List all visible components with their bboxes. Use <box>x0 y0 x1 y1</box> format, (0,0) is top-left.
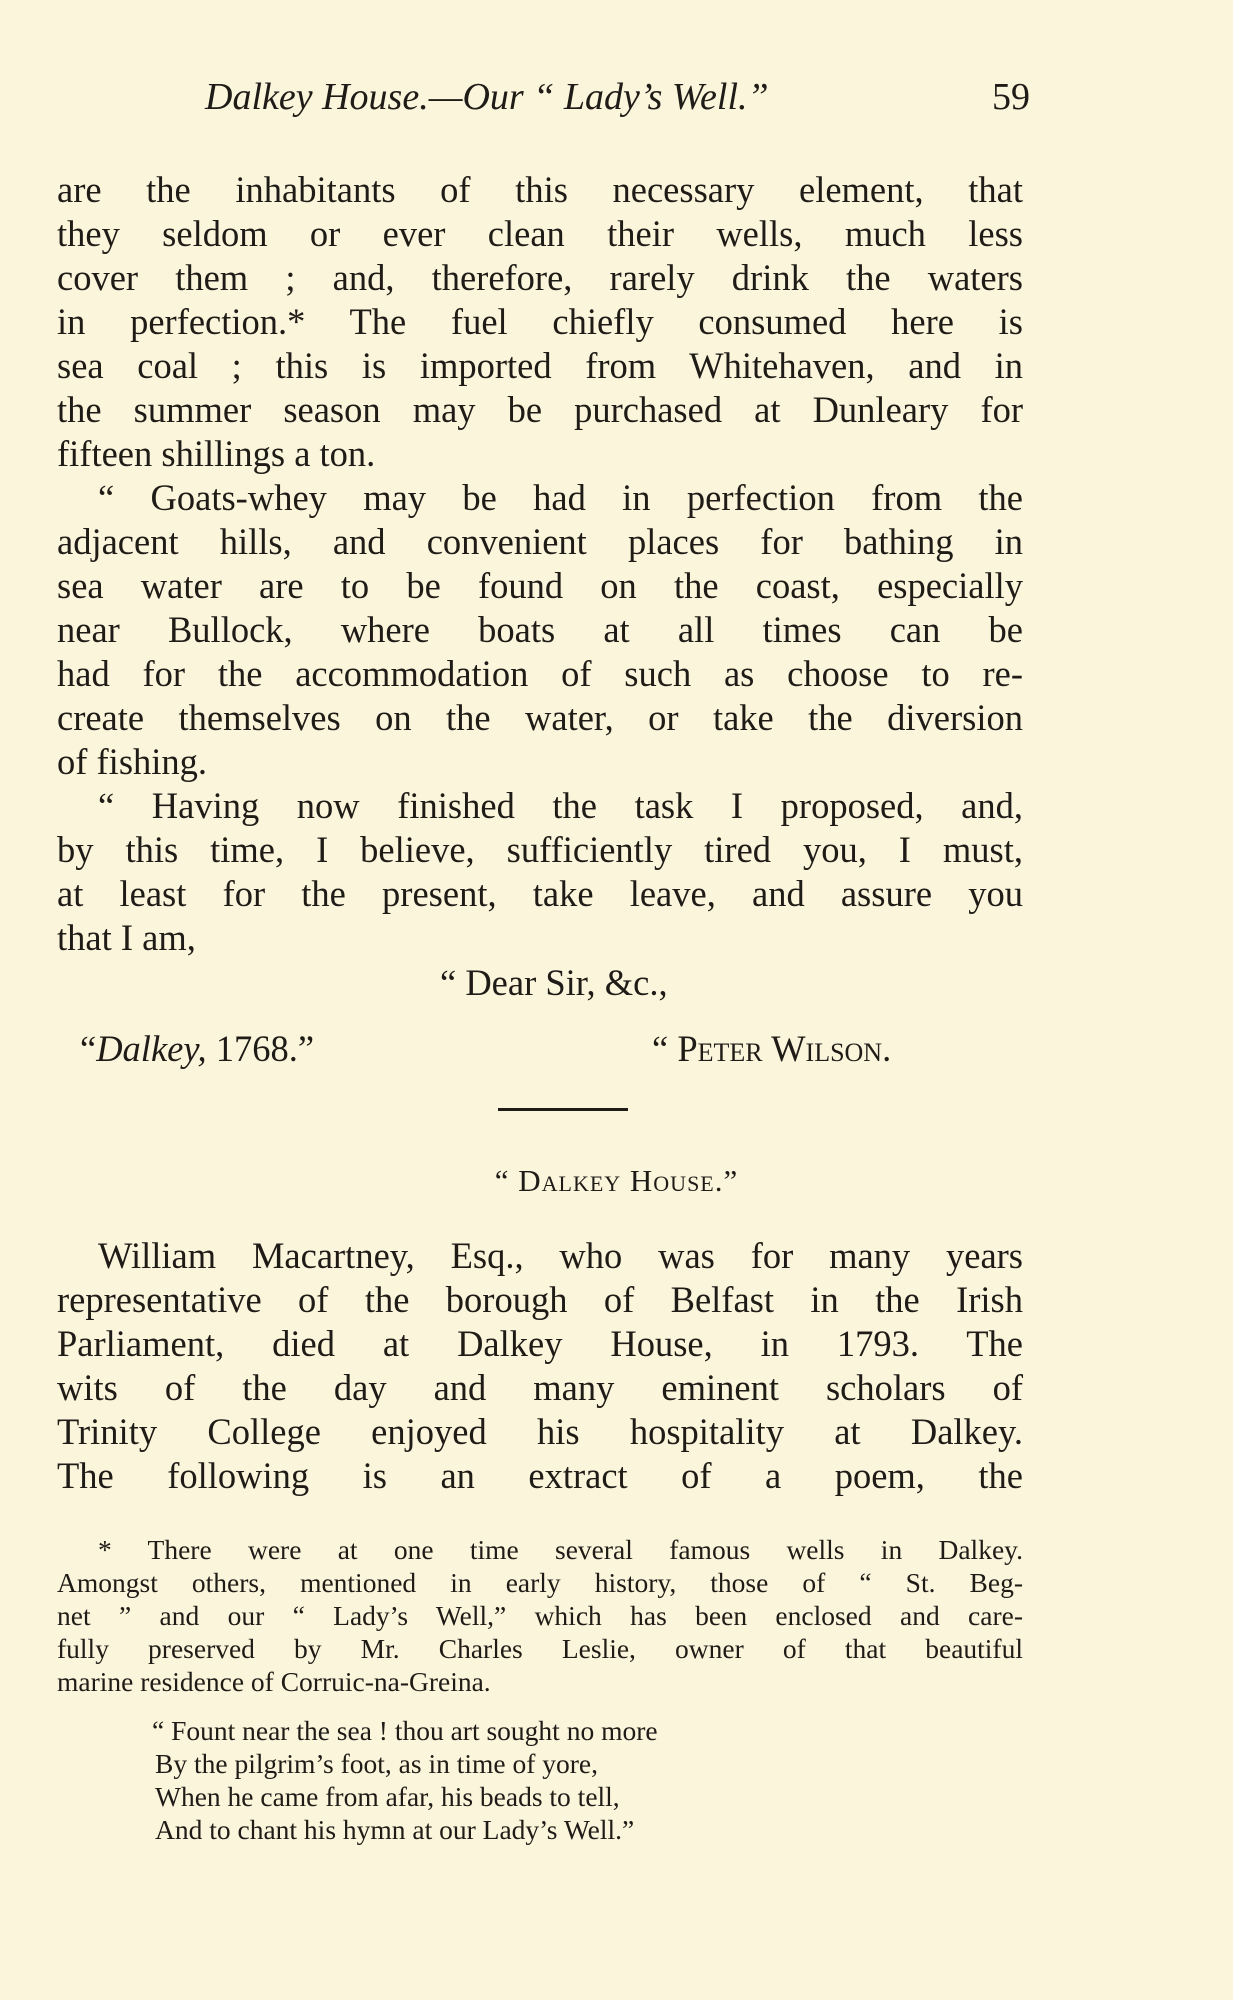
closing-signature <box>652 1027 891 1071</box>
verse-line: When he came from afar, his beads to tell, <box>155 1781 620 1812</box>
body-line: sea water are to be found on the coast, especially <box>57 565 1023 606</box>
body-line: cover them ; and, therefore, rarely drink the waters <box>57 257 1023 298</box>
body-line: “ Goats-whey may be had in perfection from the <box>98 477 1023 518</box>
body-line: William Macartney, Esq., who was for many years <box>98 1235 1023 1276</box>
body-line: near Bullock, where boats at all times can be <box>57 609 1023 650</box>
closing-salutation: “ Dear Sir, &c., <box>440 962 668 1003</box>
footnote-line: fully preserved by Mr. Charles Leslie, owner of that beautiful <box>57 1633 1023 1664</box>
body-line: by this time, I believe, sufficiently tired you, I must, <box>57 829 1023 870</box>
body-line: create themselves on the water, or take the diversion <box>57 697 1023 738</box>
verse-line: And to chant his hymn at our Lady’s Well.” <box>155 1814 635 1845</box>
body-line: fifteen shillings a ton. <box>57 433 376 474</box>
body-line: Parliament, died at Dalkey House, in 1793. The <box>57 1323 1023 1364</box>
body-line: the summer season may be purchased at Dunleary for <box>57 389 1023 430</box>
footnote-line: net ” and our “ Lady’s Well,” which has been enclosed and care- <box>57 1600 1023 1631</box>
page-number: 59 <box>992 76 1030 118</box>
verse-line: By the pilgrim’s foot, as in time of yore, <box>155 1748 598 1779</box>
body-line: Trinity College enjoyed his hospitality at Dalkey. <box>57 1411 1023 1452</box>
section-title: “ Dalkey House.” <box>494 1163 739 1198</box>
place-quote: “ <box>80 1028 97 1069</box>
running-title: Dalkey House.—Our “ Lady’s Well.” <box>205 76 769 118</box>
body-line: The following is an extract of a poem, the <box>57 1455 1023 1496</box>
signature-quote: “ <box>652 1028 678 1069</box>
date-year: 1768.” <box>206 1028 315 1069</box>
footnote-line: marine residence of Corruic-na-Greina. <box>57 1666 491 1697</box>
body-line: representative of the borough of Belfast in the Irish <box>57 1279 1023 1320</box>
body-line: of fishing. <box>57 741 208 782</box>
running-header <box>205 75 1030 119</box>
place-name: Dalkey, <box>96 1028 207 1069</box>
body-line: are the inhabitants of this necessary element, that <box>57 169 1023 210</box>
closing-place-date <box>80 1027 314 1071</box>
footnote-line: * There were at one time several famous wells in Dalkey. <box>98 1534 1023 1565</box>
body-line: wits of the day and many eminent scholars of <box>57 1367 1023 1408</box>
body-line: at least for the present, take leave, and assure you <box>57 873 1023 914</box>
body-line: they seldom or ever clean their wells, much less <box>57 213 1023 254</box>
verse-line: “ Fount near the sea ! thou art sought no more <box>152 1715 658 1746</box>
body-line: sea coal ; this is imported from Whitehaven, and in <box>57 345 1023 386</box>
body-line: “ Having now finished the task I proposed, and, <box>98 785 1023 826</box>
body-line: adjacent hills, and convenient places for bathing in <box>57 521 1023 562</box>
body-line: in perfection.* The fuel chiefly consumed here is <box>57 301 1023 342</box>
signature-name: Peter Wilson. <box>677 1028 892 1069</box>
body-line: had for the accommodation of such as choose to re- <box>57 653 1023 694</box>
footnote-line: Amongst others, mentioned in early history, those of “ St. Beg- <box>57 1567 1023 1598</box>
body-line: that I am, <box>57 917 196 958</box>
section-divider <box>498 1108 628 1111</box>
